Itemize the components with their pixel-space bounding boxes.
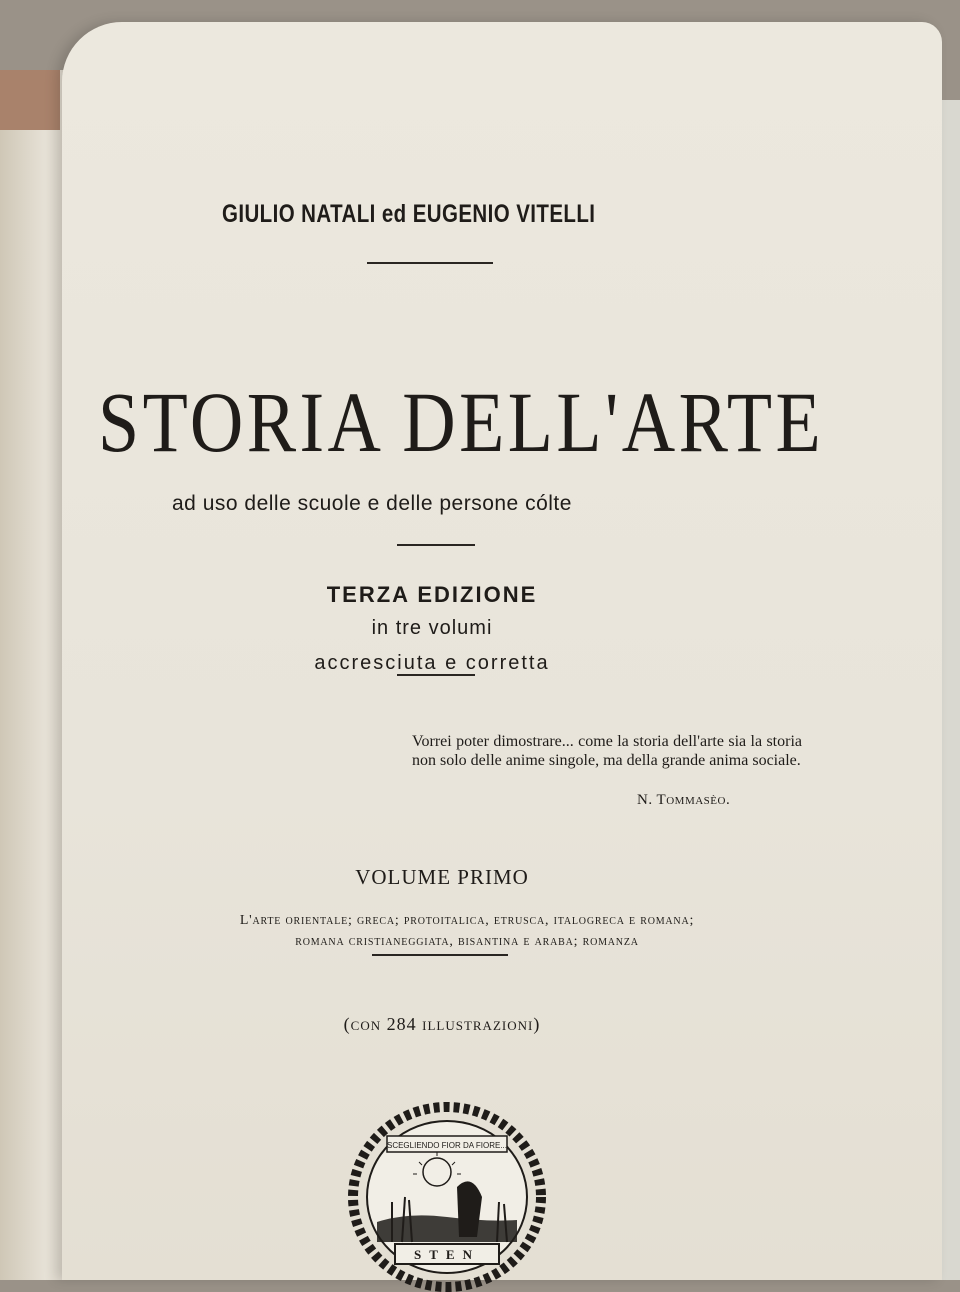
illustration-count: (con 284 illustrazioni) <box>343 1014 541 1034</box>
epigraph: Vorrei poter dimostrare... come la storia dell'arte sia la storia non solo delle anime singole, ma della grande anima sociale. <box>412 733 802 769</box>
contents-line-2: romana cristianeggiata, bisantina e araba; romanza <box>295 934 639 949</box>
volume-contents <box>107 910 827 952</box>
divider-contents <box>372 954 508 956</box>
volume-count: in tre volumi <box>371 617 493 639</box>
edition: TERZA EDIZIONE <box>326 582 538 607</box>
book-subtitle: ad uso delle scuole e delle persone cólte <box>172 492 572 515</box>
contents-line-1: L'arte orientale; greca; protoitalica, etrusca, italogreca e romana; <box>239 913 695 928</box>
volume-label: VOLUME PRIMO <box>355 865 529 889</box>
epigraph-author: N. Tommasèo. <box>637 792 731 808</box>
divider-edition-bottom <box>397 674 475 676</box>
title-page <box>62 22 942 1280</box>
book-title: STORIA DELL'ARTE <box>98 374 825 470</box>
emblem-letters: STEN <box>414 1247 480 1262</box>
emblem-motto: SCEGLIENDO FIOR DA FIORE... <box>386 1141 508 1150</box>
authors: GIULIO NATALI ed EUGENIO VITELLI <box>222 200 596 228</box>
divider-edition-top <box>397 544 475 546</box>
divider-authors <box>367 262 493 264</box>
publisher-seal-icon <box>347 1102 547 1292</box>
book-cover-edge <box>0 70 60 130</box>
edition-note: accresciuta e corretta <box>314 652 550 674</box>
